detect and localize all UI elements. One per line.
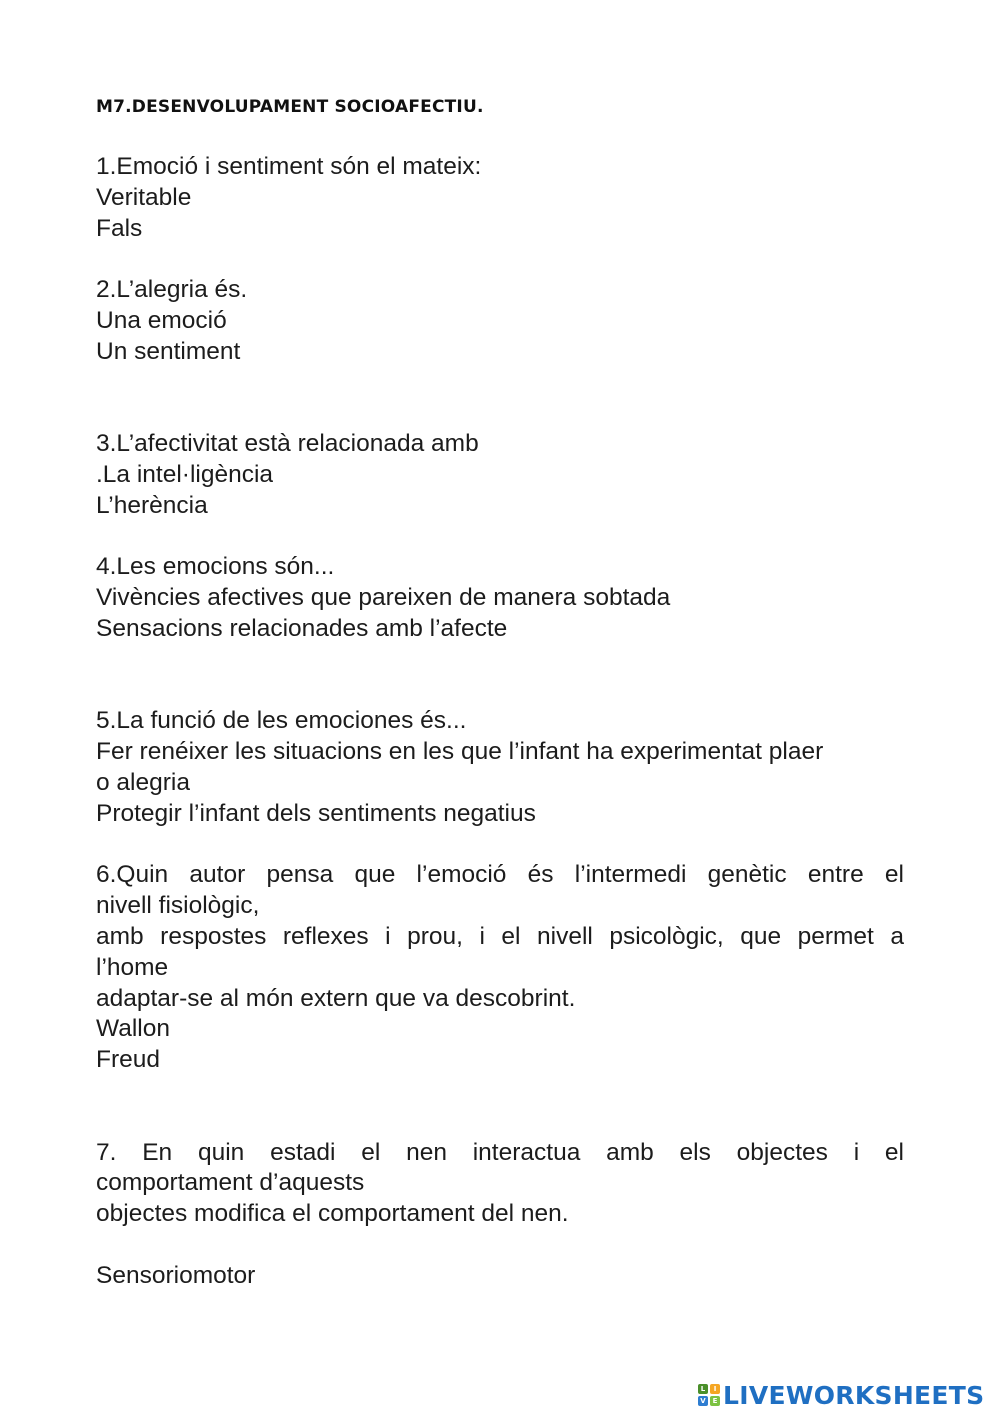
logo-letter-v: V <box>698 1396 708 1406</box>
question-2-text: 2.L’alegria és. <box>96 276 248 304</box>
liveworksheets-logo-icon <box>698 1384 720 1406</box>
logo-letter-i: I <box>710 1384 720 1394</box>
question-7-text-line-3: objectes modifica el comportament del nen. <box>96 1200 569 1228</box>
logo-letter-l: L <box>698 1384 708 1394</box>
question-6-option-1[interactable]: Wallon <box>96 1015 170 1043</box>
question-1-option-2[interactable]: Fals <box>96 214 143 242</box>
question-5-option-1-continued[interactable]: o alegria <box>96 768 190 796</box>
question-3-text: 3.L’afectivitat està relacionada amb <box>96 430 479 458</box>
question-5-option-1[interactable]: Fer renéixer les situacions en les que l’infant ha experimentat plaer <box>96 738 824 766</box>
question-4-text: 4.Les emocions són... <box>96 553 335 581</box>
question-1-option-1[interactable]: Veritable <box>96 183 192 211</box>
question-6-text-line-2: nivell fisiològic, <box>96 892 260 920</box>
liveworksheets-brand <box>698 1378 984 1412</box>
question-4-option-2[interactable]: Sensacions relacionades amb l’afecte <box>96 614 508 642</box>
question-7-text-line-1: 7. En quin estadi el nen interactua amb els objectes i el <box>96 1138 904 1166</box>
question-3-option-2[interactable]: L’herència <box>96 491 208 519</box>
worksheet-title: M7.DESENVOLUPAMENT SOCIOAFECTIU. <box>96 97 484 117</box>
question-7-option-1[interactable]: Sensoriomotor <box>96 1261 256 1289</box>
question-6-option-2[interactable]: Freud <box>96 1046 161 1074</box>
question-6-text-line-4: l’home <box>96 953 169 981</box>
question-6-text-line-3: amb respostes reflexes i prou, i el nivell psicològic, que permet a <box>96 922 904 950</box>
question-5-text: 5.La funció de les emociones és... <box>96 707 467 735</box>
question-4-option-1[interactable]: Vivències afectives que pareixen de manera sobtada <box>96 584 671 612</box>
question-5-option-2[interactable]: Protegir l’infant dels sentiments negatius <box>96 799 536 827</box>
question-6-text-line-5: adaptar-se al món extern que va descobrint. <box>96 984 576 1012</box>
question-2-option-1[interactable]: Una emoció <box>96 306 227 334</box>
question-7-text-line-2: comportament d’aquests <box>96 1169 365 1197</box>
worksheet-content <box>96 152 904 1291</box>
question-3-option-1[interactable]: .La intel·ligència <box>96 460 274 488</box>
liveworksheets-wordmark: LIVEWORKSHEETS <box>723 1380 985 1410</box>
logo-letter-e: E <box>710 1396 720 1406</box>
question-1-text: 1.Emoció i sentiment són el mateix: <box>96 153 482 180</box>
question-2-option-2[interactable]: Un sentiment <box>96 337 241 365</box>
question-6-text-line-1: 6.Quin autor pensa que l’emoció és l’intermedi genètic entre el <box>96 861 904 889</box>
